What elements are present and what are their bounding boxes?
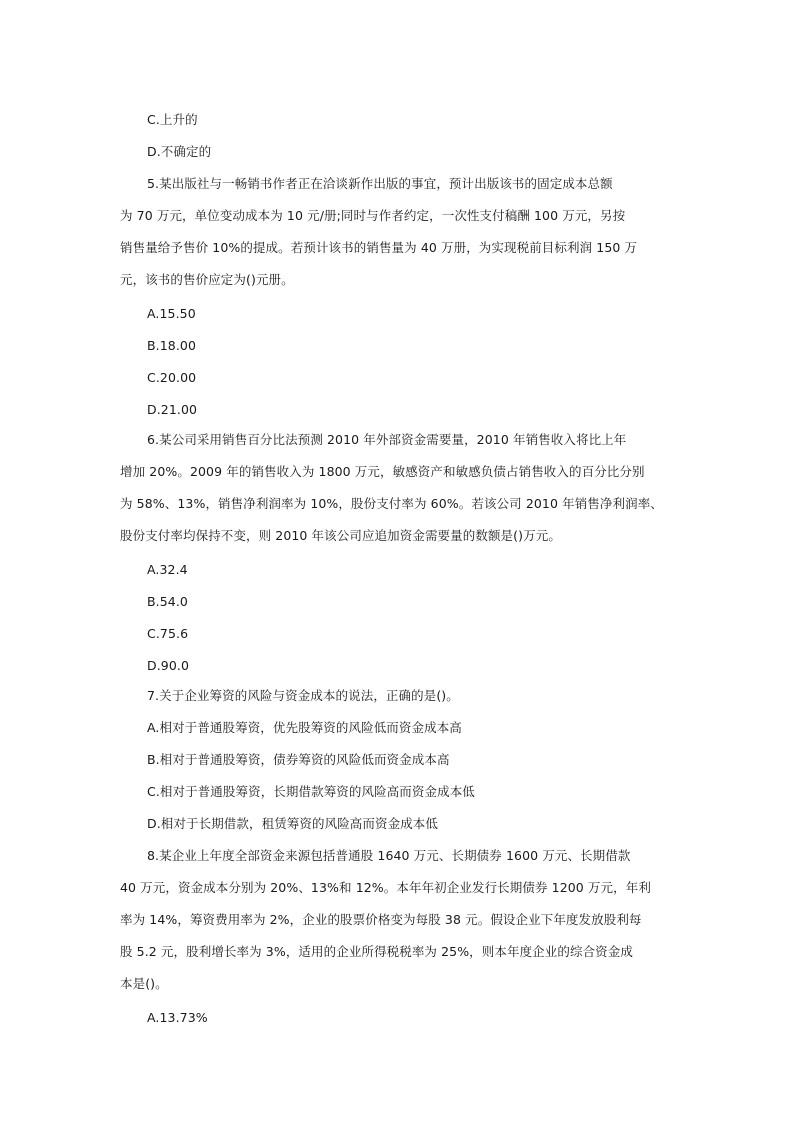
option-line: B.54.0 (147, 594, 188, 609)
question-line: 增加 20%。2009 年的销售收入为 1800 万元，敏感资产和敏感负债占销售收入的百分比分别 (120, 464, 645, 479)
option-line: A.相对于普通股筹资，优先股筹资的风险低而资金成本高 (147, 720, 462, 735)
question-line: 本是()。 (120, 976, 168, 991)
option-line: D.不确定的 (147, 144, 212, 159)
question-line: 为 70 万元，单位变动成本为 10 元/册;同时与作者约定，一次性支付稿酬 100 万元，另按 (120, 208, 626, 223)
question-line: 40 万元，资金成本分别为 20%、13%和 12%。本年年初企业发行长期债券 1200 万元，年利 (120, 880, 651, 895)
question-line: 率为 14%，筹资费用率为 2%，企业的股票价格变为每股 38 元。假设企业下年度发放股利每 (120, 912, 642, 927)
option-line: C.上升的 (147, 112, 198, 127)
question-line: 股份支付率均保持不变，则 2010 年该公司应追加资金需要量的数额是()万元。 (120, 528, 561, 543)
question-line: 为 58%、13%，销售净利润率为 10%，股份支付率为 60%。若该公司 2010 年销售净利润率、 (120, 496, 663, 511)
option-line: C.20.00 (147, 370, 197, 385)
option-line: B.相对于普通股筹资，债券筹资的风险低而资金成本高 (147, 752, 450, 767)
question-line: 销售量给予售价 10%的提成。若预计该书的销售量为 40 万册，为实现税前目标利润 150 万 (120, 240, 638, 255)
question-line: 8.某企业上年度全部资金来源包括普通股 1640 万元、长期债券 1600 万元、长期借款 (147, 848, 631, 863)
option-line: A.32.4 (147, 562, 188, 577)
option-line: C.相对于普通股筹资，长期借款筹资的风险高而资金成本低 (147, 784, 475, 799)
question-line: 6.某公司采用销售百分比法预测 2010 年外部资金需要量，2010 年销售收入将比上年 (147, 432, 627, 447)
question-line: 股 5.2 元，股利增长率为 3%，适用的企业所得税税率为 25%，则本年度企业的综合资金成 (120, 944, 633, 959)
option-line: D.21.00 (147, 402, 198, 417)
question-line: 元，该书的售价应定为()元册。 (120, 272, 294, 287)
option-line: B.18.00 (147, 338, 197, 353)
option-line: D.相对于长期借款，租赁筹资的风险高而资金成本低 (147, 816, 438, 831)
option-line: C.75.6 (147, 626, 189, 641)
option-line: A.15.50 (147, 306, 196, 321)
question-line: 5.某出版社与一畅销书作者正在洽谈新作出版的事宜，预计出版该书的固定成本总额 (147, 176, 613, 191)
option-line: A.13.73% (147, 1010, 208, 1025)
question-line: 7.关于企业筹资的风险与资金成本的说法，正确的是()。 (147, 688, 459, 703)
option-line: D.90.0 (147, 658, 190, 673)
